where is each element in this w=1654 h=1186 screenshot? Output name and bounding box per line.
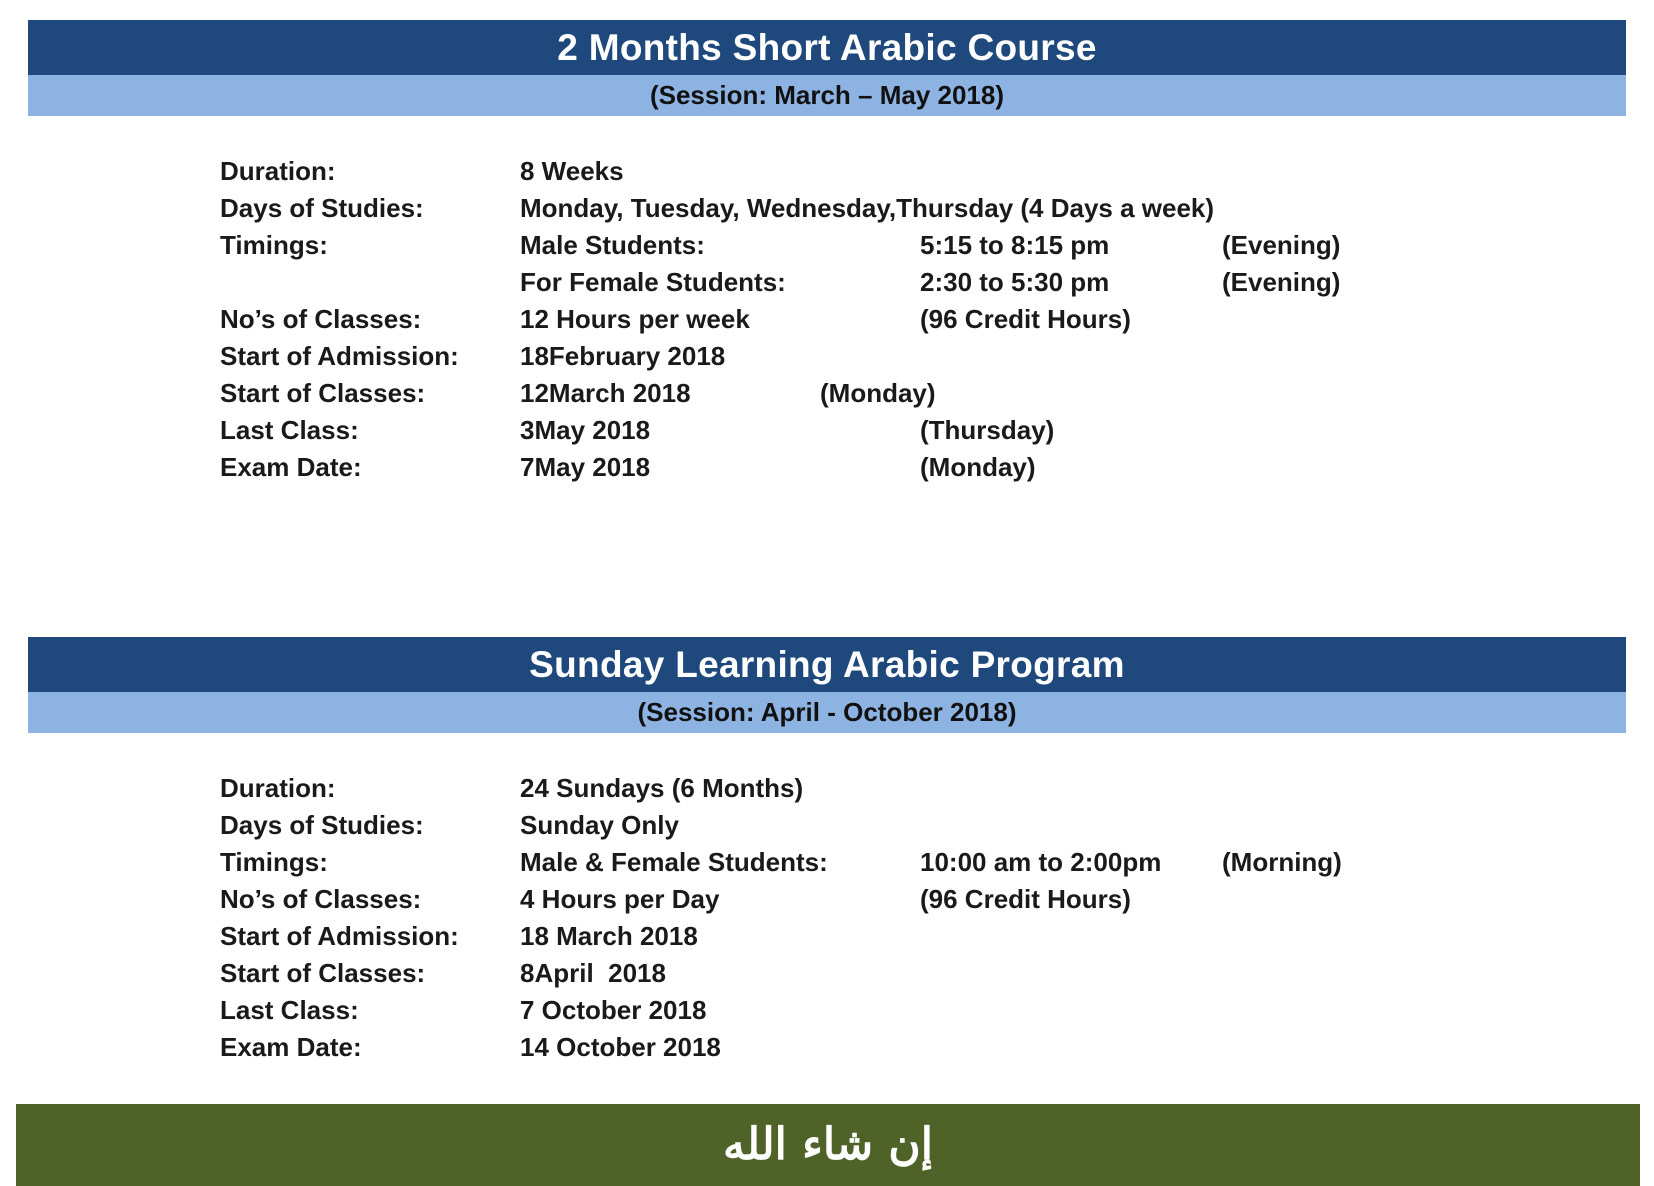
- detail-value: 18 March 2018: [520, 921, 698, 951]
- detail-value: 7 October 2018: [520, 995, 707, 1025]
- detail-value: 4 Hours per Day: [520, 884, 720, 914]
- detail-value: 12March 2018: [520, 378, 691, 408]
- detail-period: (Evening): [1222, 230, 1341, 260]
- section-session: (Session: April - October 2018): [28, 692, 1626, 733]
- footer-banner: [16, 1104, 1640, 1186]
- detail-row-duration: [0, 153, 1654, 190]
- detail-row-days: [0, 807, 1654, 844]
- footer-arabic-text: إن شاء الله: [723, 1119, 933, 1170]
- detail-day: (Monday): [820, 378, 936, 408]
- detail-label: Start of Classes:: [220, 378, 426, 408]
- detail-value: 8 Weeks: [520, 156, 624, 186]
- detail-label: Last Class:: [220, 995, 359, 1025]
- detail-value: 8April 2018: [520, 958, 666, 988]
- detail-value: 24 Sundays (6 Months): [520, 773, 804, 803]
- detail-time: 5:15 to 8:15 pm: [920, 230, 1110, 260]
- detail-row-start: [0, 375, 1654, 412]
- detail-time: 2:30 to 5:30 pm: [920, 267, 1110, 297]
- detail-value: 18February 2018: [520, 341, 726, 371]
- detail-row-timings-female: [0, 264, 1654, 301]
- detail-value: Male Students:: [520, 230, 705, 260]
- detail-value: Sunday Only: [520, 810, 679, 840]
- detail-label: Duration:: [220, 773, 336, 803]
- detail-credit: (96 Credit Hours): [920, 884, 1131, 914]
- detail-label: No’s of Classes:: [220, 304, 422, 334]
- detail-row-days: [0, 190, 1654, 227]
- detail-day: (Thursday): [920, 415, 1055, 445]
- detail-row-timings-male: [0, 227, 1654, 264]
- detail-row-admission: [0, 338, 1654, 375]
- detail-label: Exam Date:: [220, 452, 362, 482]
- detail-label: No’s of Classes:: [220, 884, 422, 914]
- detail-row-start: [0, 955, 1654, 992]
- detail-row-last-class: [0, 992, 1654, 1029]
- detail-label: Days of Studies:: [220, 810, 424, 840]
- detail-row-timings: [0, 844, 1654, 881]
- detail-label: Start of Admission:: [220, 921, 459, 951]
- detail-day: (Monday): [920, 452, 1036, 482]
- detail-period: (Evening): [1222, 267, 1341, 297]
- detail-label: Start of Classes:: [220, 958, 426, 988]
- detail-period: (Morning): [1222, 847, 1342, 877]
- detail-row-classes: [0, 881, 1654, 918]
- detail-value: For Female Students:: [520, 267, 786, 297]
- detail-label: Timings:: [220, 847, 328, 877]
- detail-value: 12 Hours per week: [520, 304, 750, 334]
- detail-label: Timings:: [220, 230, 328, 260]
- detail-row-duration: [0, 770, 1654, 807]
- detail-label: Duration:: [220, 156, 336, 186]
- detail-value: Monday, Tuesday, Wednesday,Thursday (4 Days a week): [520, 193, 1215, 223]
- detail-value: Male & Female Students:: [520, 847, 828, 877]
- detail-value: 3May 2018: [520, 415, 651, 445]
- section-title: 2 Months Short Arabic Course: [28, 20, 1626, 75]
- detail-value: 14 October 2018: [520, 1032, 721, 1062]
- detail-credit: (96 Credit Hours): [920, 304, 1131, 334]
- detail-row-admission: [0, 918, 1654, 955]
- section-title: Sunday Learning Arabic Program: [28, 637, 1626, 692]
- detail-row-exam: [0, 1029, 1654, 1066]
- detail-label: Start of Admission:: [220, 341, 459, 371]
- detail-label: Days of Studies:: [220, 193, 424, 223]
- detail-value: 7May 2018: [520, 452, 651, 482]
- detail-time: 10:00 am to 2:00pm: [920, 847, 1162, 877]
- detail-label: Last Class:: [220, 415, 359, 445]
- detail-row-classes: [0, 301, 1654, 338]
- detail-row-last-class: [0, 412, 1654, 449]
- detail-row-exam: [0, 449, 1654, 486]
- section-session: (Session: March – May 2018): [28, 75, 1626, 116]
- detail-label: Exam Date:: [220, 1032, 362, 1062]
